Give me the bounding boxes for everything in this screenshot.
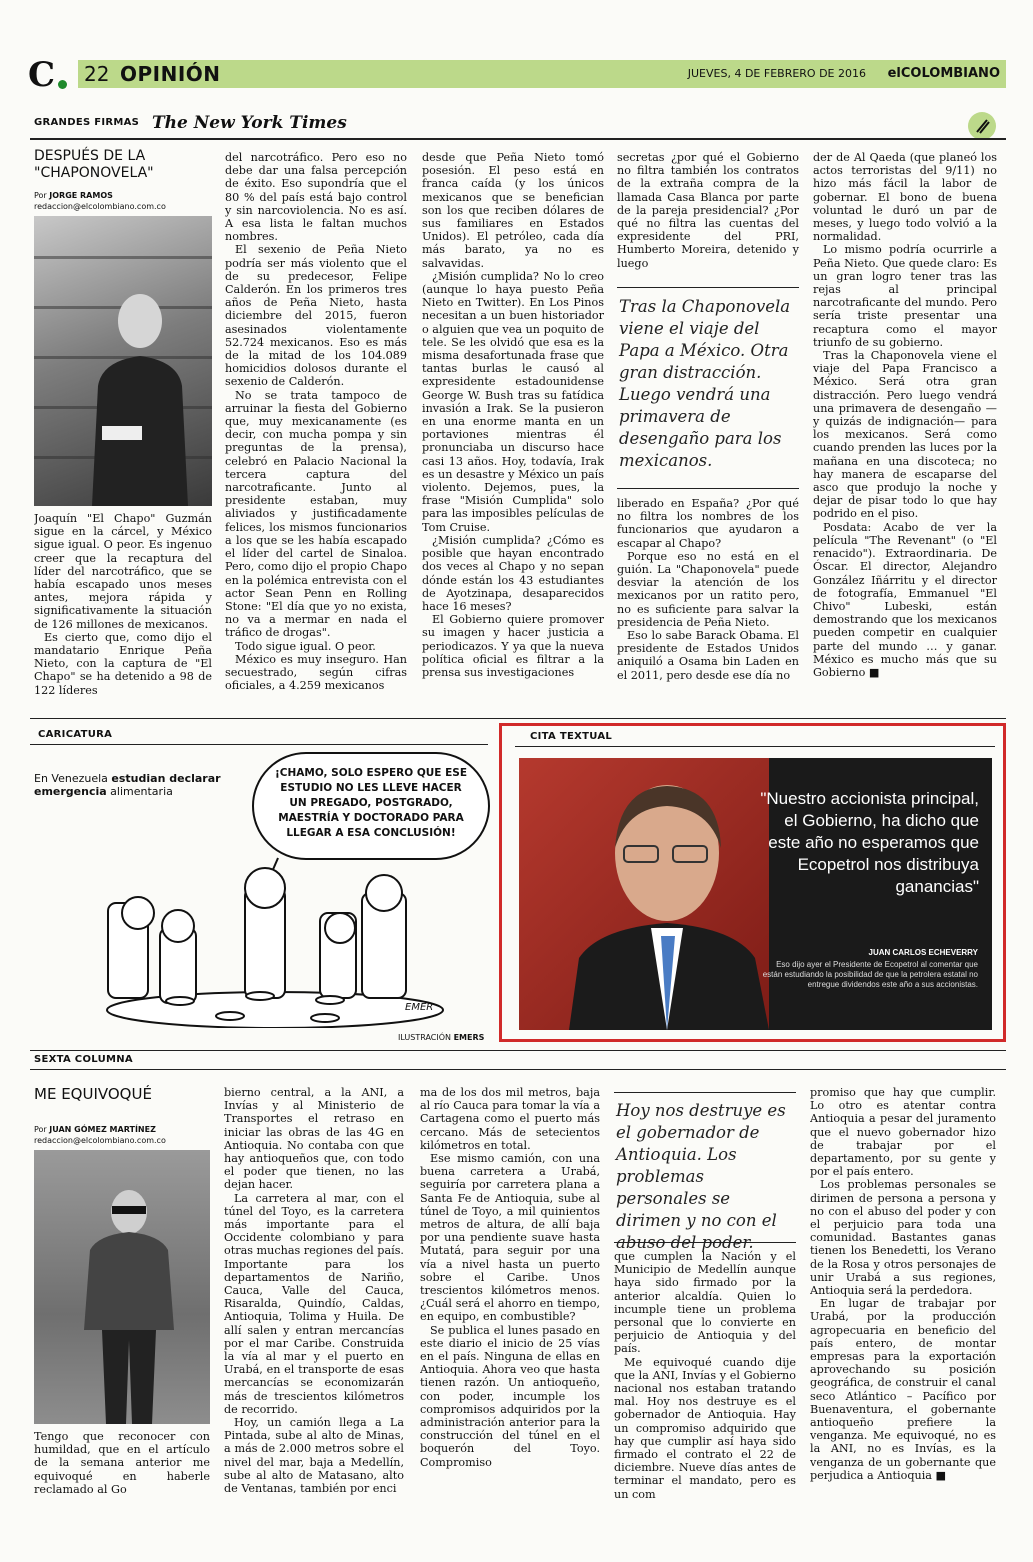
article2-col1: Tengo que reconocer con humildad, que en el artículo de la semana anterior me equivoqué en haberle reclamado al Go bbox=[34, 1430, 210, 1496]
logo-dot-icon bbox=[58, 80, 67, 89]
cartoon-drawing bbox=[100, 848, 450, 1028]
quote-speaker: JUAN CARLOS ECHEVERRY bbox=[868, 948, 978, 957]
nyt-logo: The New York Times bbox=[152, 113, 347, 133]
pull-quote: Tras la Chaponovela viene el viaje del Papa a México. Otra gran distracción. Luego vendrá una primavera de desengaño para los mexicanos. bbox=[619, 297, 791, 470]
paper-logo-icon: C bbox=[28, 55, 56, 95]
article2-email: redaccion@elcolombiano.com.co bbox=[34, 1136, 166, 1145]
illustration-credit: ILUSTRACIÓN EMERS bbox=[398, 1033, 485, 1042]
caricatura-rule bbox=[30, 744, 488, 745]
pull-quote2-rule-bottom bbox=[614, 1242, 796, 1243]
section-name: OPINIÓN bbox=[120, 62, 221, 86]
cita-rule bbox=[515, 746, 995, 747]
lower-rule bbox=[30, 1050, 1006, 1051]
article1-col4-top: secretas ¿por qué el Gobierno no filtra también los contratos de la extraña compra de la llamada Casa Blanca por parte de la pareja presidencial? ¿Por qué no filtra las cuentas del expresidente del PRI, Humberto Moreira, detenido y luego bbox=[617, 151, 799, 270]
caricatura-kicker: CARICATURA bbox=[38, 729, 113, 740]
middle-rule bbox=[30, 718, 1006, 719]
page-number: 22 bbox=[84, 62, 110, 86]
pull-quote-rule bbox=[617, 287, 799, 288]
article1-col3: desde que Peña Nieto tomó posesión. El peso está en franca caída (y los únicos mexicanos que se benefician son los que reciben dólares de sus familiares en Estados Unidos). El petróleo, cada día más barato, ya no es salvavidas. ¿Misión cumplida? No lo creo (aunque lo haya puesto Peña Nieto en Twitter). En Los Pinos necesitan a un buen historiador o alguien que vea un poquito de tele. Se les olvidó que esa es la misma desafortunada frase que tantas burlas le causó al expresidente estadounidense George W. Bush tras su fatídica invasión a Irak. Se la pusieron en una enorme manta en un portaviones mientras él pronunciaba un discurso hace casi 13 años. Hoy, todavía, Irak es un desastre y México un país violento. Dejemos, pues, la frase "Misión Cumplida" solo para las imposibles películas de Tom Cruise. ¿Misión cumplida? ¿Cómo es posible que hayan encontrado dos veces al Chapo y no sepan dónde están los 43 estudiantes de Ayotzinapa, desaparecidos hace 16 meses? El Gobierno quiere promover su imagen y hacer justicia a periodicazos. Y ya que la nueva política oficial es filtrar a la prensa sus investigaciones bbox=[422, 151, 604, 679]
article2-col2: bierno central, a la ANI, a Invías y al Ministerio de Transportes el retraso en iniciar las obras de las 4G en Antioquia. No contaba con que hay antioqueños que, con todo el poder que tienen, no las dejan hacer. La carretera al mar, con el túnel del Toyo, es la carretera más importante para el Occidente colombiano y para otras muchas regiones del país. Importante para los departamentos de Nariño, Cauca, Valle del Cauca, Risaralda, Quindío, Caldas, Antioquia, Tolima y Huila. De allí salen y entran mercancías por el mar Caribe. Construida la vía al mar y el puerto en Urabá, en el transporte de esas mercancías se economizarán más de trescientos kilómetros de recorrido. Hoy, un camión llega a La Pintada, sube al alto de Minas, a más de 2.000 metros sobre el nivel del mar, baja a Medellín, sube al alto de Matasano, alto de Ventanas, también por enci bbox=[224, 1086, 404, 1496]
section-kicker: GRANDES FIRMAS bbox=[34, 117, 140, 128]
article2-col5: promiso que hay que cumplir. Lo otro es atentar contra Antioquia a pesar del juramento que el nuevo gobernador hizo de trabajar por el departamento, por su gente y por el país entero. Los problemas personales se dirimen de persona a persona y no con el abuso del poder y con el perjuicio para toda una comunidad. Bastantes ganas tienen los Benedetti, los Verano de la Rosa y otros personajes de unir Urabá a sus regiones, Antioquia será la perdedora. En lugar de trabajar por Urabá, por la producción agropecuaria en beneficio del país entero, de montar empresas para la exportación aprovechando su posición geográfica, de construir el canal seco Atlántico – Pacífico por Buenaventura, el gobernante antioqueño prefiere la venganza. Me equivoqué, no es la ANI, no es Invías, es la venganza de un gobernante que perjudica a Antioquia ■ bbox=[810, 1086, 996, 1482]
sexta-rule bbox=[30, 1069, 1006, 1070]
article2-pull-quote: Hoy nos destruye es el gobernador de Antioquia. Los problemas personales se dirimen y no con el abuso del poder. bbox=[616, 1101, 786, 1252]
quote-note: Eso dijo ayer el Presidente de Ecopetrol al comentar que están estudiando la posibilidad de que la petrolera estatal no entregue dividendos este año a sus accionistas. bbox=[762, 960, 978, 989]
author2-photo bbox=[34, 1150, 210, 1424]
article2-col3: ma de los dos mil metros, baja al río Cauca para tomar la vía a Cartagena como el puerto más cercano. Más de setecientos kilómetros en total. Ese mismo camión, con una buena carretera a Urabá, seguiría por carretera plana a Santa Fe de Antioquia, sube al túnel de Toyo, a mil quinientos metros de altura, de allí baja por una pendiente suave hasta Mutatá, para seguir por una vía a nivel hasta un puerto sobre el Caribe. Unos trescientos kilómetros menos. ¿Cuál será el ahorro en tiempo, en equipo, en combustible? Se publica el lunes pasado en este diario el inicio de 25 vías en el país. Ninguna de ellas en Antioquia. Ahora veo que hasta tienen razón. Un antioqueño, con poder, incumple los compromisos adquiridos por la administración anterior para la construcción del túnel en el boquerón del Toyo. Compromiso bbox=[420, 1086, 600, 1469]
article2-headline: ME EQUIVOQUÉ bbox=[34, 1085, 152, 1103]
svg-text:EMER: EMER bbox=[405, 1002, 434, 1013]
sexta-kicker: SEXTA COLUMNA bbox=[34, 1054, 133, 1065]
quote-text: "Nuestro accionista principal, el Gobierno, ha dicho que este año no esperamos que Ecopetrol nos distribuya ganancias" bbox=[760, 789, 979, 896]
speaker-photo bbox=[559, 768, 779, 1030]
paper-name: elCOLOMBIANO bbox=[887, 66, 1000, 81]
masthead bbox=[24, 56, 1006, 96]
article2-col4: que cumplen la Nación y el Municipio de Medellín aunque haya sido firmado por la anterior alcaldía. Quien lo incumple tiene un problema personal que lo convierte en perjuicio de Antioquia y del país. Me equivoqué cuando dije que la ANI, Invías y el Gobierno nacional nos estaban tratando mal. Hoy nos destruye es el gobernador de Antioquia. Hay un compromiso adquirido que hay que cumplir así haya sido firmado el contrato el 22 de diciembre. Nueve días antes de terminar el mandato, pero es un com bbox=[614, 1250, 796, 1501]
article2-byline: Por JUAN GÓMEZ MARTÍNEZ bbox=[34, 1125, 156, 1134]
author-email: redaccion@elcolombiano.com.co bbox=[34, 202, 166, 211]
issue-date: JUEVES, 4 DE FEBRERO DE 2016 bbox=[687, 67, 866, 80]
article-headline: DESPUÉS DE LA "CHAPONOVELA" bbox=[34, 148, 154, 181]
speech-bubble: ¡CHAMO, SOLO ESPERO QUE ESE ESTUDIO NO LES LLEVE HACER UN PREGADO, POSTGRADO, MAESTRÍA Y DOCTORADO PARA LLEGAR A ESA CONCLUSIÓN! bbox=[252, 752, 490, 860]
pull-quote-rule-bottom bbox=[617, 488, 799, 489]
cartoon-caption: En Venezuela estudian declarar emergencia alimentaria bbox=[34, 772, 221, 798]
article1-col5: der de Al Qaeda (que planeó los actos terroristas del 9/11) no hizo más fácil la labor de gobernar. El bono de buena voluntad le duró un par de meses, y luego todo volvió a la normalidad. Lo mismo podría ocurrirle a Peña Nieto. Que quede claro: Es un gran logro tener tras las rejas al principal narcotraficante del mundo. Pero sería triste presentar una recaptura como el mayor triunfo de su gobierno. Tras la Chaponovela viene el viaje del Papa Francisco a México. Será otra gran distracción. Pero luego vendrá una primavera de desengaño —y quizás de indignación— para los mexicanos. Será como cuando prenden las luces por la mañana en una discoteca; no hay manera de escaparse del asco que produjo la noche y dejar de pisar todo lo que hay podrido en el piso. Posdata: Acabo de ver la película "The Revenant" (o "El renacido"). Extraordinaria. De Óscar. El director, Alejandro González Iñárritu y el director de fotografía, Emmanuel "El Chivo" Lubeski, están demostrando que los mexicanos pueden competir en cualquier parte del mundo … y ganar. México es mucho más que su Gobierno ■ bbox=[813, 151, 997, 679]
quote-panel bbox=[519, 758, 992, 1030]
pen-icon bbox=[968, 112, 996, 140]
article1-col4-bottom: liberado en España? ¿Por qué no filtra los nombres de los funcionarios que ayudaron a escapar al Chapo? Porque eso no está en el guión. La "Chaponovela" puede desviar la atención de los mexicanos por un ratito pero, no es suficiente para salvar la presidencia de Peña Nieto. Eso lo sabe Barack Obama. El presidente de Estados Unidos aniquiló a Osama bin Laden en el 2011, pero desde ese día no bbox=[617, 497, 799, 682]
article1-col1: Joaquín "El Chapo" Guzmán sigue en la cárcel, y México sigue igual. O peor. Es ingenuo creer que la recaptura del líder del narcotráfico, que se había escapado unos meses antes, mejora rápida y significativamente la situación de 126 millones de mexicanos. Es cierto que, como dijo el mandatario Enrique Peña Nieto, con la captura de "El Chapo" se ha detenido a 98 de 122 líderes bbox=[34, 512, 212, 697]
author-photo bbox=[34, 216, 212, 506]
article1-col2: del narcotráfico. Pero eso no debe dar una falsa percepción de éxito. Eso supondría que el 80 % del país está bajo control y sin narcoviolencia. No es así. A esa lista le faltan muchos nombres. El sexenio de Peña Nieto podría ser más violento que el de su predecesor, Felipe Calderón. En los primeros tres años de Peña Nieto, hasta diciembre del 2015, fueron asesinados violentamente 52.724 mexicanos. Eso es más de la mitad de los 104.089 homicidios dolosos durante el sexenio de Calderón. No se trata tampoco de arruinar la fiesta del Gobierno que, muy mexicanamente (es decir, con mucha pompa y sin preguntas de la prensa), celebró en Palacio Nacional la tercera captura del narcotraficante. Junto al presidente estaban, muy aliviados y justificadamente felices, los mismos funcionarios a los que se les había escapado el líder del cartel de Sinaloa. Pero, como dijo el propio Chapo en la polémica entrevista con el actor Sean Penn en Rolling Stone: "El día que yo no exista, no va a mermar en nada el tráfico de drogas". Todo sigue igual. O peor. México es muy inseguro. Han secuestrado, según cifras oficiales, a 4.259 mexicanos bbox=[225, 151, 407, 693]
pull-quote2-rule bbox=[614, 1092, 796, 1093]
cita-kicker: CITA TEXTUAL bbox=[530, 731, 613, 742]
top-rule bbox=[30, 138, 1006, 140]
article-byline: Por JORGE RAMOS bbox=[34, 191, 113, 200]
